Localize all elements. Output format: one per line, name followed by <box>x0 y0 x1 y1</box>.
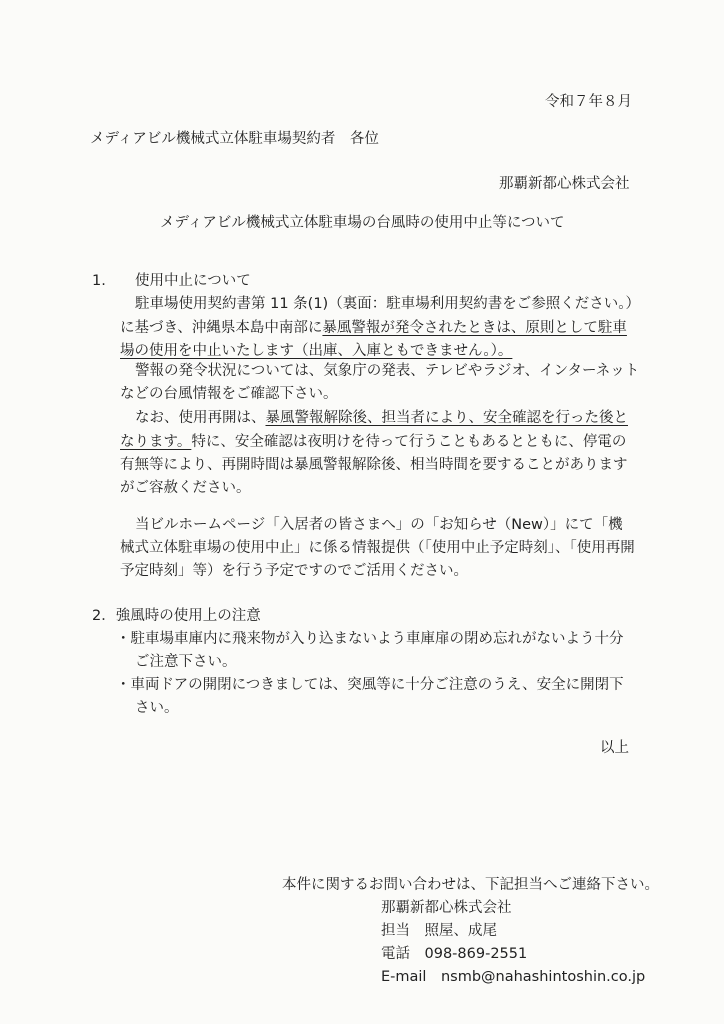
section2-bullet2-line1: ・車両ドアの開閉につきましては、突風等に十分ご注意のうえ、安全に開閉下 <box>116 677 624 693</box>
contact-intro: 本件に関するお問い合わせは、下記担当へご連絡下さい。 <box>282 877 659 893</box>
section2-heading: 2．強風時の使用上の注意 <box>92 608 261 624</box>
section1-p2-line1: 警報の発令状況については、気象庁の発表、テレビやラジオ、インターネット <box>135 363 640 379</box>
section2-bullet2-line2: さい。 <box>135 700 179 716</box>
section1-p4-line1: 当ビルホームページ「入居者の皆さまへ」の「お知らせ（New）」にて「機 <box>135 517 623 533</box>
section1-heading: 使用中止について <box>135 273 251 289</box>
closing-mark: 以上 <box>600 740 629 756</box>
section1-p2-line2: などの台風情報をご確認下さい。 <box>120 386 338 402</box>
section1-p1-line2 <box>120 316 627 340</box>
document-date: 令和７年８月 <box>545 94 632 110</box>
section1-p3-line3: 有無等により、再開時間は暴風警報解除後、相当時間を要することがあります <box>120 457 628 473</box>
section1-number: 1. <box>92 273 106 289</box>
section1-p3-line2-b: 特に、安全確認は夜明けを待って行うこともあるとともに、停電の <box>191 434 627 450</box>
section1-p3-line1-a: なお、使用再開は、 <box>135 410 266 426</box>
contact-company: 那覇新都心株式会社 <box>381 900 512 916</box>
contact-phone: 電話 098-869-2551 <box>381 946 528 962</box>
section1-p1-line3: 場の使用を中止いたします（出庫、入庫ともできません。）。 <box>120 343 513 359</box>
section1-p3-line1-b: 暴風警報解除後、担当者により、安全確認を行った後と <box>265 410 628 426</box>
section1-p3-line2 <box>120 430 626 454</box>
document-title: メディアビル機械式立体駐車場の台風時の使用中止等について <box>160 215 565 231</box>
section1-p4-line2: 械式立体駐車場の使用中止」に係る情報提供（「使用中止予定時刻」、「使用再開 <box>120 540 635 556</box>
section2-bullet1-line2: ご注意下さい。 <box>135 654 237 670</box>
addressee: メディアビル機械式立体駐車場契約者 各位 <box>90 131 379 147</box>
contact-email: E-mail nsmb@nahashintoshin.co.jp <box>381 969 646 985</box>
section1-p4-line3: 予定時刻」等）を行う予定ですのでご活用ください。 <box>120 563 468 579</box>
section1-p1-line2-b: 暴風警報が発令されたときは、原則として駐車 <box>322 320 627 336</box>
section1-p3-line4: がご容赦ください。 <box>120 480 251 496</box>
section1-p1-line2-a: に基づき、沖縄県本島中南部に <box>120 320 323 336</box>
section1-p3-line2-a: なります。 <box>120 434 192 450</box>
section2-bullet1-line1: ・駐車場車庫内に飛来物が入り込まないよう車庫扉の閉め忘れがないよう十分 <box>116 631 624 647</box>
contact-person: 担当 照屋、成尾 <box>381 923 497 939</box>
section1-p1-line1: 駐車場使用契約書第 11 条(1)（裏面：駐車場利用契約書をご参照ください。） <box>135 296 640 312</box>
section1-p3-line1 <box>135 406 628 430</box>
sender-company: 那覇新都心株式会社 <box>499 176 630 192</box>
